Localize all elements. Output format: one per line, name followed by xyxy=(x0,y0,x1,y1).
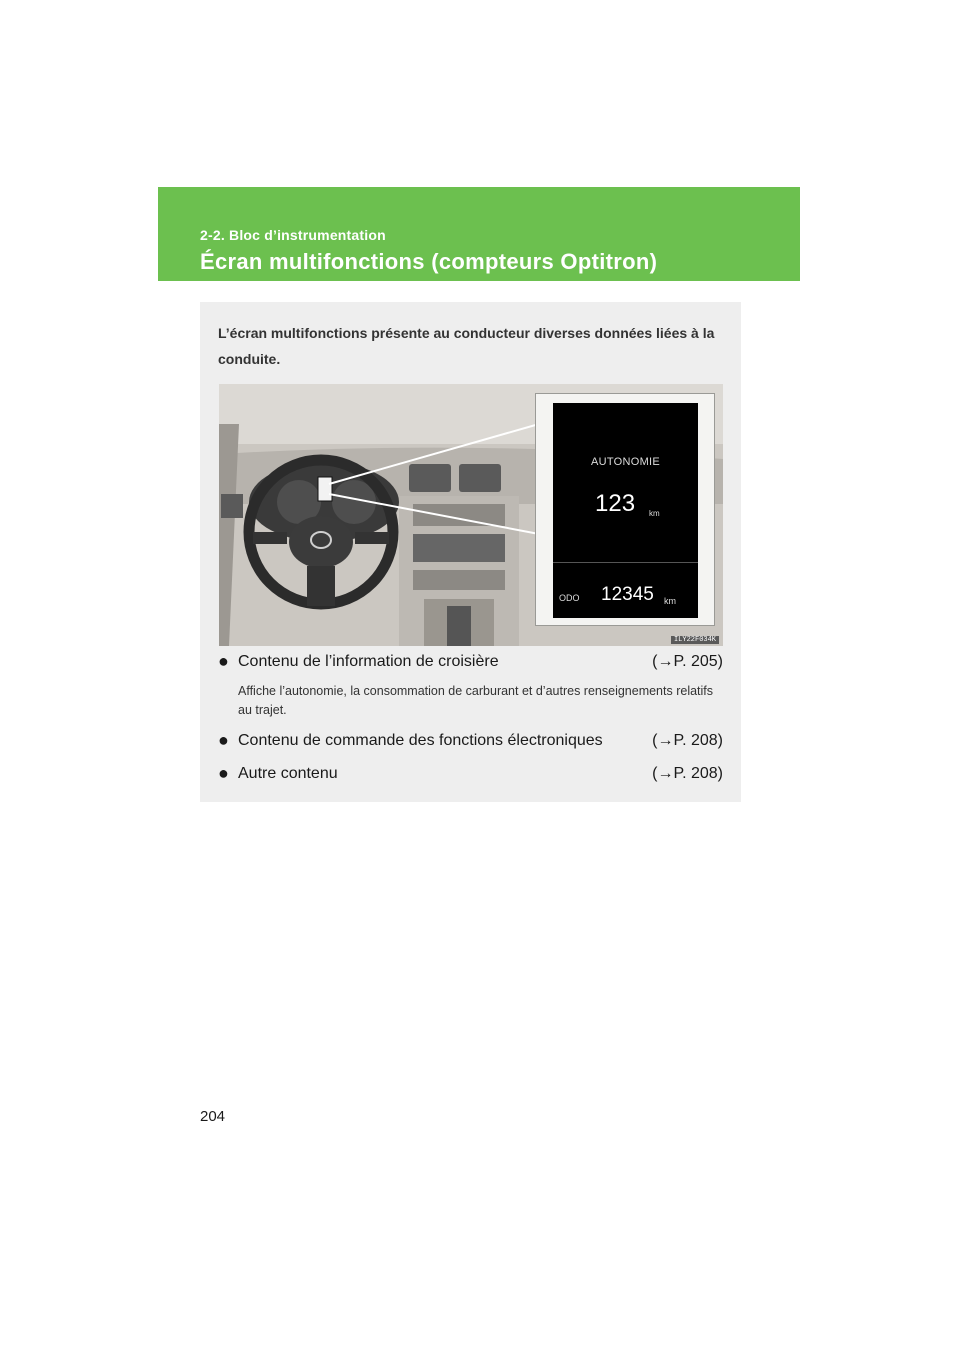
list-item xyxy=(218,730,723,754)
odo-unit: km xyxy=(664,596,676,606)
bullet-icon: ● xyxy=(218,763,229,783)
page-reference-link[interactable]: (→P. 205) xyxy=(652,653,723,670)
item-label: Contenu de l’information de croisière xyxy=(238,653,499,670)
odo-label: ODO xyxy=(559,593,580,603)
page-title: Écran multifonctions (compteurs Optitron) xyxy=(200,249,658,274)
page-number: 204 xyxy=(200,1108,226,1125)
content-panel xyxy=(200,302,741,802)
section-label: 2-2. Bloc d’instrumentation xyxy=(200,227,386,243)
item-label: Autre contenu xyxy=(238,765,338,782)
page-reference-link[interactable]: (→P. 208) xyxy=(652,765,723,782)
bullet-icon: ● xyxy=(218,730,229,750)
figure-code: ILY22F034K xyxy=(671,636,719,644)
display-value: 123 xyxy=(595,490,636,517)
odo-value: 12345 xyxy=(601,584,654,605)
display-divider xyxy=(553,562,698,563)
list-item xyxy=(218,763,723,787)
item-description: Affiche l’autonomie, la consommation de carburant et d’autres renseignements relatifs au trajet. xyxy=(238,684,714,717)
display-inset xyxy=(535,393,715,626)
display-unit: km xyxy=(649,509,660,518)
intro-text: L’écran multifonctions présente au conducteur diverses données liées à la conduite. xyxy=(218,325,715,367)
list-item xyxy=(218,651,723,675)
page-reference-link[interactable]: (→P. 208) xyxy=(652,732,723,749)
dashboard-illustration xyxy=(219,384,723,646)
display-label: AUTONOMIE xyxy=(590,456,661,468)
section-header xyxy=(158,187,800,281)
bullet-icon: ● xyxy=(218,651,229,671)
multi-info-display xyxy=(553,403,698,618)
item-label: Contenu de commande des fonctions électroniques xyxy=(238,732,603,749)
